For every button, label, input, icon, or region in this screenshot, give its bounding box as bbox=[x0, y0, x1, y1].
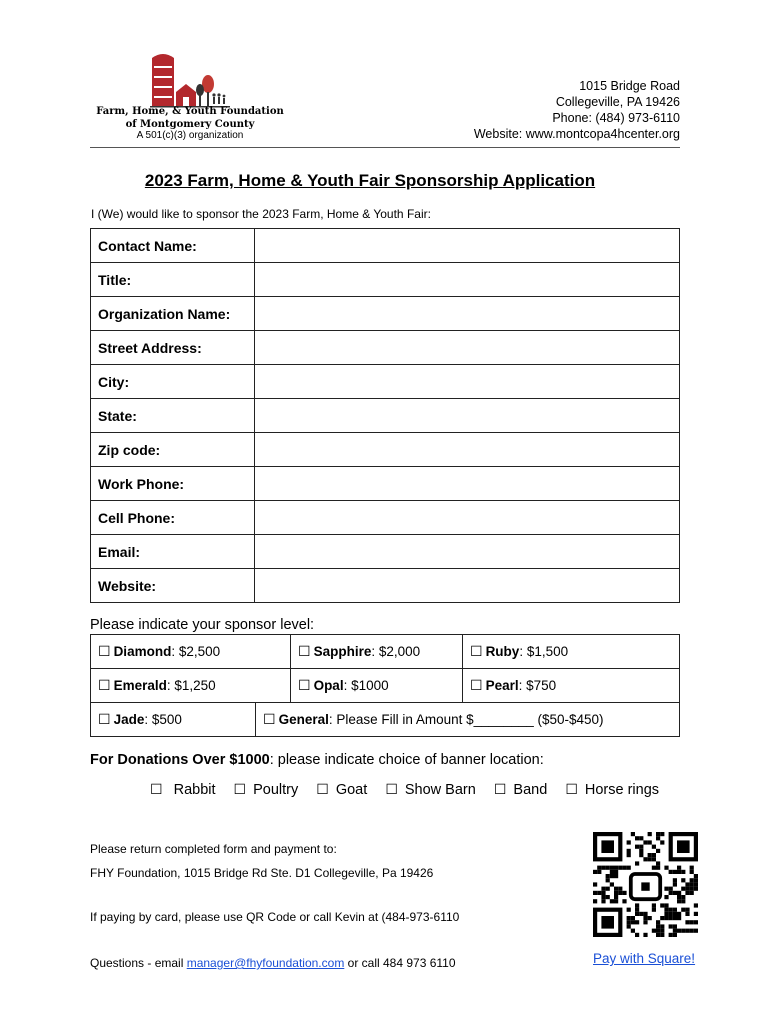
level-pearl[interactable]: ☐ Pearl: $750 bbox=[463, 669, 680, 703]
contact-row bbox=[91, 331, 680, 365]
checkbox-icon[interactable]: ☐ bbox=[298, 677, 311, 693]
contact-info-table bbox=[90, 228, 680, 603]
checkbox-icon[interactable]: ☐ bbox=[298, 643, 311, 659]
field-value[interactable] bbox=[255, 467, 680, 501]
banner-option-poultry[interactable]: ☐ Poultry bbox=[233, 781, 299, 798]
banner-option-rabbit[interactable]: ☐ Rabbit bbox=[150, 781, 216, 798]
email-link[interactable]: manager@fhyfoundation.com bbox=[186, 956, 345, 970]
address-website: Website: www.montcopa4hcenter.org bbox=[473, 127, 680, 141]
checkbox-icon[interactable]: ☐ bbox=[316, 781, 329, 797]
field-value[interactable] bbox=[255, 399, 680, 433]
sponsor-level-prompt: Please indicate your sponsor level: bbox=[90, 617, 315, 633]
banner-option-show-barn[interactable]: ☐ Show Barn bbox=[385, 781, 476, 798]
banner-location-prompt: For Donations Over $1000: please indicate choice of banner location: bbox=[90, 752, 544, 768]
form-title: 2023 Farm, Home & Youth Fair Sponsorship Application bbox=[144, 171, 596, 190]
level-general[interactable]: ☐ General: Please Fill in Amount $________ ($50-$450) bbox=[256, 703, 680, 737]
checkbox-icon[interactable]: ☐ bbox=[385, 781, 398, 797]
field-label: Work Phone: bbox=[91, 467, 255, 501]
banner-option-goat[interactable]: ☐ Goat bbox=[316, 781, 368, 798]
banner-option-band[interactable]: ☐ Band bbox=[493, 781, 548, 798]
checkbox-icon[interactable]: ☐ bbox=[565, 781, 578, 797]
contact-row bbox=[91, 229, 680, 263]
contact-row bbox=[91, 433, 680, 467]
sponsor-level-table bbox=[90, 634, 680, 703]
foundation-logo bbox=[90, 48, 290, 143]
field-label: City: bbox=[91, 365, 255, 399]
level-jade[interactable]: ☐ Jade: $500 bbox=[91, 703, 256, 737]
field-value[interactable] bbox=[255, 263, 680, 297]
field-label: Title: bbox=[91, 263, 255, 297]
contact-row bbox=[91, 399, 680, 433]
field-label: State: bbox=[91, 399, 255, 433]
field-value[interactable] bbox=[255, 297, 680, 331]
checkbox-icon[interactable]: ☐ bbox=[98, 711, 111, 727]
address-phone: Phone: (484) 973-6110 bbox=[552, 111, 680, 125]
level-opal[interactable]: ☐ Opal: $1000 bbox=[291, 669, 463, 703]
checkbox-icon[interactable]: ☐ bbox=[470, 643, 483, 659]
contact-row bbox=[91, 569, 680, 603]
field-value[interactable] bbox=[255, 501, 680, 535]
address-street: 1015 Bridge Road bbox=[579, 79, 680, 93]
logo-county: of Montgomery County bbox=[125, 119, 255, 130]
checkbox-icon[interactable]: ☐ bbox=[233, 781, 247, 797]
checkbox-icon[interactable]: ☐ bbox=[98, 677, 111, 693]
checkbox-icon[interactable]: ☐ bbox=[493, 781, 507, 797]
field-label: Organization Name: bbox=[91, 297, 255, 331]
qr-code-icon[interactable] bbox=[593, 832, 698, 940]
level-ruby[interactable]: ☐ Ruby: $1,500 bbox=[463, 635, 680, 669]
level-emerald[interactable]: ☐ Emerald: $1,250 bbox=[91, 669, 291, 703]
sponsor-level-table-row3 bbox=[90, 702, 680, 737]
contact-row bbox=[91, 263, 680, 297]
address-city: Collegeville, PA 19426 bbox=[555, 95, 680, 109]
level-diamond[interactable]: ☐ Diamond: $2,500 bbox=[91, 635, 291, 669]
logo-org-name: Farm, Home, & Youth Foundation bbox=[96, 106, 284, 117]
header-divider bbox=[90, 147, 680, 148]
field-value[interactable] bbox=[255, 535, 680, 569]
contact-row bbox=[91, 365, 680, 399]
field-value[interactable] bbox=[255, 365, 680, 399]
donation-threshold: For Donations Over $1000 bbox=[90, 752, 270, 768]
logo-status: A 501(c)(3) organization bbox=[136, 130, 244, 141]
field-label: Website: bbox=[91, 569, 255, 603]
field-label: Email: bbox=[91, 535, 255, 569]
card-payment-note: If paying by card, please use QR Code or call Kevin at (484-973-6110 bbox=[90, 910, 460, 924]
contact-row bbox=[91, 535, 680, 569]
field-value[interactable] bbox=[255, 569, 680, 603]
barn-silo-logo-icon bbox=[90, 48, 290, 110]
pay-with-square-link[interactable]: Pay with Square! bbox=[593, 951, 696, 966]
checkbox-icon[interactable]: ☐ bbox=[98, 643, 111, 659]
field-label: Contact Name: bbox=[91, 229, 255, 263]
banner-options bbox=[150, 781, 673, 798]
field-value[interactable] bbox=[255, 331, 680, 365]
field-label: Cell Phone: bbox=[91, 501, 255, 535]
return-instructions: Please return completed form and payment to: bbox=[90, 842, 337, 856]
level-sapphire[interactable]: ☐ Sapphire: $2,000 bbox=[291, 635, 463, 669]
checkbox-icon[interactable]: ☐ bbox=[470, 677, 483, 693]
contact-row bbox=[91, 297, 680, 331]
org-address-block bbox=[474, 78, 680, 142]
questions-line: Questions - email manager@fhyfoundation.com or call 484 973 6110 bbox=[90, 956, 456, 970]
checkbox-icon[interactable]: ☐ bbox=[263, 711, 276, 727]
checkbox-icon[interactable]: ☐ bbox=[150, 781, 163, 797]
field-value[interactable] bbox=[255, 229, 680, 263]
banner-option-horse-rings[interactable]: ☐ Horse rings bbox=[565, 781, 660, 798]
return-address: FHY Foundation, 1015 Bridge Rd Ste. D1 Collegeville, Pa 19426 bbox=[90, 866, 434, 880]
field-label: Zip code: bbox=[91, 433, 255, 467]
contact-row bbox=[91, 467, 680, 501]
contact-row bbox=[91, 501, 680, 535]
form-intro: I (We) would like to sponsor the 2023 Farm, Home & Youth Fair: bbox=[91, 207, 431, 221]
field-value[interactable] bbox=[255, 433, 680, 467]
field-label: Street Address: bbox=[91, 331, 255, 365]
